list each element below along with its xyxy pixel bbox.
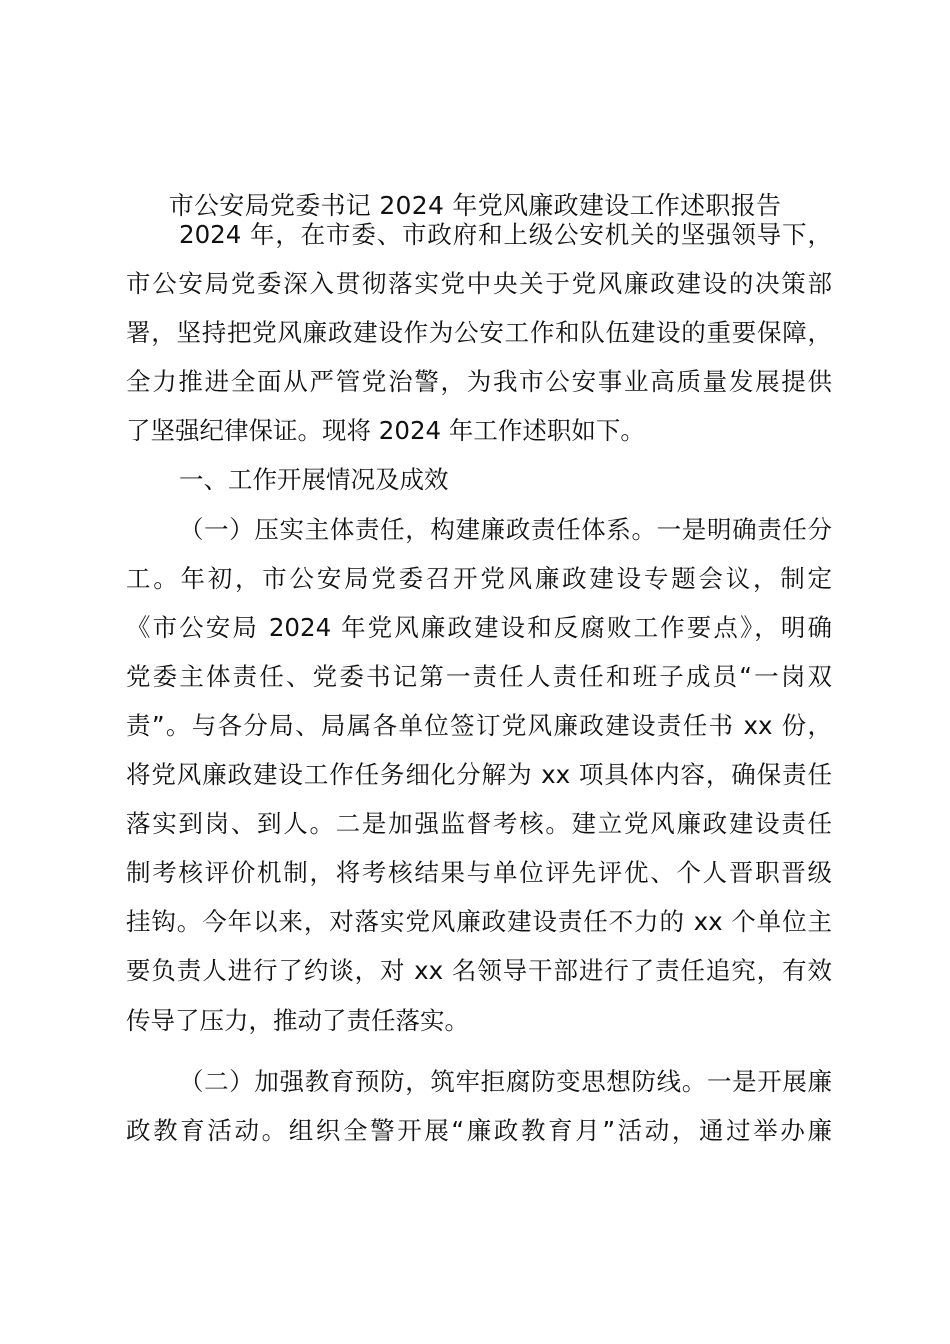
paragraph-line: 2024 年，在市委、市政府和上级公安机关的坚强领导下， bbox=[179, 220, 832, 249]
paragraph-line: 《市公安局 2024 年党风廉政建设和反腐败工作要点》，明确 bbox=[126, 612, 832, 642]
document-body bbox=[126, 210, 832, 1155]
paragraph-line: 制考核评价机制，将考核结果与单位评先评优、个人晋职晋级 bbox=[126, 858, 832, 888]
paragraph-line: 政教育活动。组织全警开展“廉政教育月”活动，通过举办廉 bbox=[126, 1115, 832, 1145]
paragraph-line: （一）压实主体责任，构建廉政责任体系。一是明确责任分 bbox=[179, 514, 832, 544]
paragraph-line: 一、工作开展情况及成效 bbox=[179, 465, 449, 495]
paragraph-line: 传导了压力，推动了责任落实。 bbox=[126, 1005, 469, 1035]
paragraph-line: 了坚强纪律保证。现将 2024 年工作述职如下。 bbox=[126, 416, 645, 446]
document-title: 市公安局党委书记 2024 年党风廉政建设工作述职报告 bbox=[168, 191, 782, 220]
paragraph-line: 工。年初，市公安局党委召开党风廉政建设专题会议，制定 bbox=[126, 563, 832, 593]
paragraph-line: （二）加强教育预防，筑牢拒腐防变思想防线。一是开展廉 bbox=[179, 1066, 832, 1096]
paragraph-line: 全力推进全面从严管党治警，为我市公安事业高质量发展提供 bbox=[126, 367, 832, 397]
paragraph-line: 挂钩。今年以来，对落实党风廉政建设责任不力的 xx 个单位主 bbox=[126, 907, 832, 937]
paragraph-line: 市公安局党委深入贯彻落实党中央关于党风廉政建设的决策部 bbox=[126, 269, 832, 299]
paragraph-line: 要负责人进行了约谈，对 xx 名领导干部进行了责任追究，有效 bbox=[126, 956, 832, 986]
paragraph-line: 将党风廉政建设工作任务细化分解为 xx 项具体内容，确保责任 bbox=[126, 760, 832, 790]
paragraph-line: 党委主体责任、党委书记第一责任人责任和班子成员“一岗双 bbox=[126, 661, 832, 691]
paragraph-line: 落实到岗、到人。二是加强监督考核。建立党风廉政建设责任 bbox=[126, 809, 832, 839]
paragraph-line: 署，坚持把党风廉政建设作为公安工作和队伍建设的重要保障， bbox=[126, 318, 832, 348]
paragraph-line: 责”。与各分局、局属各单位签订党风廉政建设责任书 xx 份， bbox=[126, 710, 832, 740]
